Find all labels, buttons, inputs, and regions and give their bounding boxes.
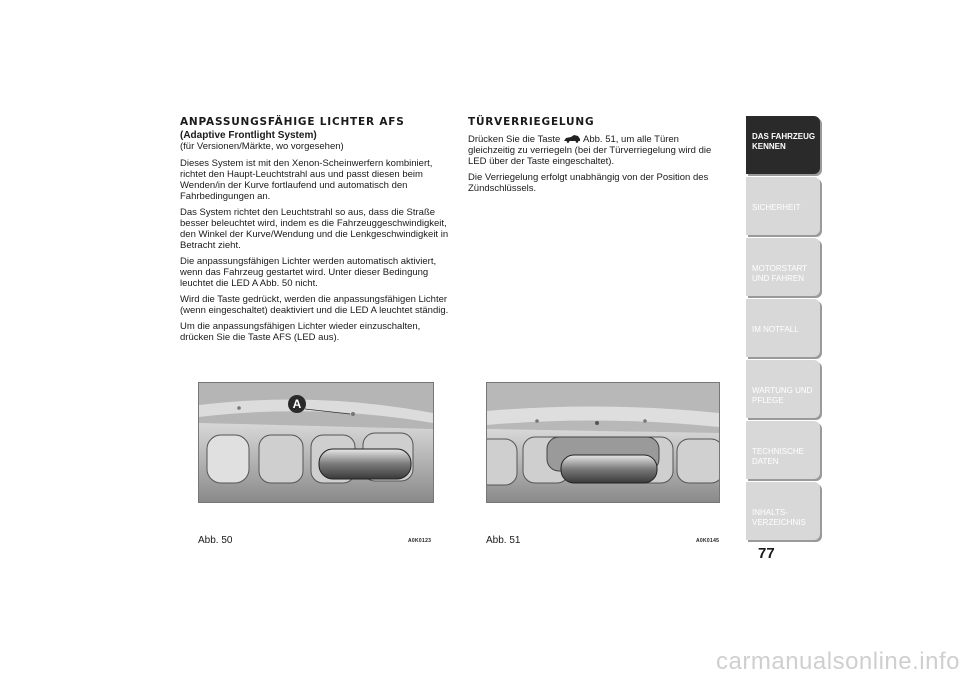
afs-paragraph: Wird die Taste gedrückt, werden die anpassungsfähigen Lichter (wenn eingeschaltet) deaktiviert und die LED A leuchtet ständig.: [180, 294, 449, 316]
figure-code: A0K0145: [696, 538, 720, 544]
led-marker-a: [288, 395, 306, 413]
car-lock-icon: [563, 134, 581, 143]
tab-motorstart-und-fahren[interactable]: MOTORSTART UND FAHREN: [746, 238, 820, 296]
door-lock-text-after: Abb. 51, um alle Türen gleichzeitig zu verriegeln (bei der Türverriegelung wird die LED über der Taste eingeschaltet).: [468, 134, 712, 167]
chapter-tabs: [746, 116, 820, 543]
figure-afs-button: [198, 382, 434, 503]
afs-paragraph: Das System richtet den Leuchtstrahl so aus, dass die Straße besser beleuchtet wird, indem es die Fahrzeuggeschwindigkeit, den Winkel der Kurve/Wendung und die Lenkgeschwindigkeit in Betracht zieht.: [180, 207, 449, 251]
door-lock-paragraph: [468, 134, 726, 167]
afs-paragraph: Dieses System ist mit den Xenon-Scheinwerfern kombiniert, richtet den Haupt-Leuchtstrahl aus und passt diesen beim Wenden/in der Kurve fortlaufend und automatisch den Fahrbedingungen an.: [180, 158, 433, 202]
door-lock-console-illustration: [487, 383, 719, 502]
figure-caption: Abb. 51: [486, 535, 521, 546]
watermark: carmanualsonline.info: [716, 648, 960, 675]
left-column: [180, 116, 450, 348]
page-number: 77: [758, 545, 775, 562]
marker-label: A: [292, 397, 302, 411]
tab-das-fahrzeug-kennen[interactable]: DAS FAHRZEUG KENNEN: [746, 116, 820, 174]
door-lock-text-before: Drücken Sie die Taste: [468, 134, 561, 145]
afs-paragraph: Um die anpassungsfähigen Lichter wieder einzuschalten, drücken Sie die Taste AFS (LED aus).: [180, 321, 421, 343]
afs-paragraph: Die anpassungsfähigen Lichter werden automatisch aktiviert, wenn das Fahrzeug gestartet wird. Unter dieser Bedingung leuchtet die LED A Abb. 50 nicht.: [180, 256, 437, 289]
door-lock-heading: TÜRVERRIEGELUNG: [468, 116, 595, 128]
figure-caption: Abb. 50: [198, 535, 233, 546]
figure-door-lock-button: [486, 382, 720, 503]
afs-heading: ANPASSUNGSFÄHIGE LICHTER AFS: [180, 116, 405, 128]
tab-im-notfall[interactable]: IM NOTFALL: [746, 299, 820, 357]
afs-console-illustration: [199, 383, 433, 502]
afs-subtitle: (Adaptive Frontlight System): [180, 130, 317, 141]
tab-technische-daten[interactable]: TECHNISCHE DATEN: [746, 421, 820, 479]
door-lock-paragraph: Die Verriegelung erfolgt unabhängig von der Position des Zündschlüssels.: [468, 172, 709, 194]
tab-wartung-und-pflege[interactable]: WARTUNG UND PFLEGE: [746, 360, 820, 418]
tab-inhaltsverzeichnis[interactable]: INHALTS- VERZEICHNIS: [746, 482, 820, 540]
afs-note: (für Versionen/Märkte, wo vorgesehen): [180, 141, 344, 152]
right-column: [468, 116, 726, 199]
figure-code: A0K0123: [408, 538, 432, 544]
tab-sicherheit[interactable]: SICHERHEIT: [746, 177, 820, 235]
